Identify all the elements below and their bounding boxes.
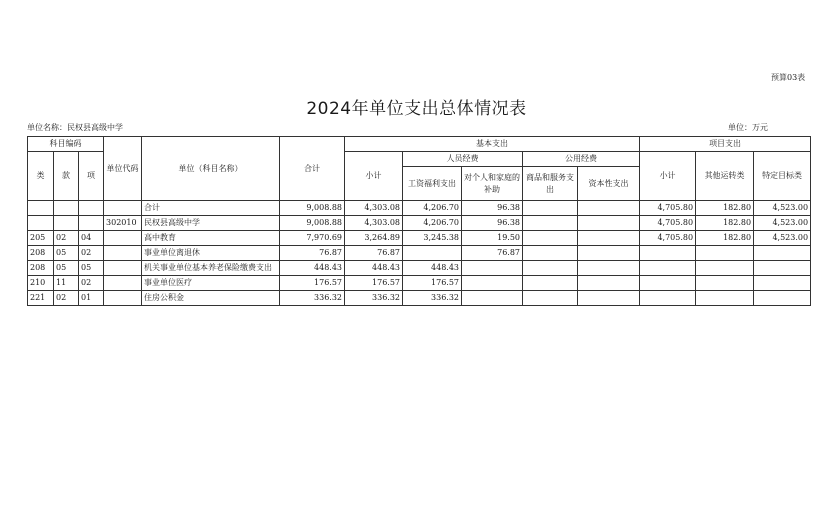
header-basic-subtotal: 小计 — [345, 152, 403, 201]
cell-unit-name: 机关事业单位基本养老保险缴费支出 — [142, 261, 280, 276]
cell-family-subsidy: 19.50 — [462, 231, 523, 246]
cell-project-subtotal: 4,705.80 — [640, 216, 696, 231]
cell-project-subtotal — [640, 246, 696, 261]
cell-unit-name: 合计 — [142, 201, 280, 216]
cell-lei: 205 — [28, 231, 54, 246]
cell-goods-services — [523, 231, 578, 246]
cell-goods-services — [523, 291, 578, 306]
cell-unit-code — [104, 201, 142, 216]
cell-other-ops — [696, 276, 754, 291]
cell-lei — [28, 216, 54, 231]
cell-unit-name: 民权县高级中学 — [142, 216, 280, 231]
unit-label: 单位：万元 — [728, 123, 768, 132]
header-unit-code: 单位代码 — [104, 137, 142, 201]
table-row — [28, 291, 811, 306]
cell-project-subtotal — [640, 261, 696, 276]
cell-kuan — [54, 201, 79, 216]
header-lei: 类 — [28, 152, 54, 201]
org-label: 单位名称：民权县高级中学 — [27, 123, 123, 132]
cell-xiang: 04 — [79, 231, 104, 246]
cell-lei: 208 — [28, 246, 54, 261]
cell-capital — [578, 201, 640, 216]
cell-total: 336.32 — [280, 291, 345, 306]
cell-unit-name: 事业单位离退休 — [142, 246, 280, 261]
cell-basic-subtotal: 448.43 — [345, 261, 403, 276]
page-title: 2024年单位支出总体情况表 — [306, 99, 527, 119]
cell-xiang: 01 — [79, 291, 104, 306]
header-project-subtotal: 小计 — [640, 152, 696, 201]
cell-total: 9,008.88 — [280, 201, 345, 216]
header-xiang: 项 — [79, 152, 104, 201]
header-goods-services: 商品和服务支出 — [523, 167, 578, 201]
table-row — [28, 246, 811, 261]
cell-salary: 176.57 — [403, 276, 462, 291]
cell-goods-services — [523, 261, 578, 276]
header-other-ops: 其他运转类 — [696, 152, 754, 201]
cell-capital — [578, 246, 640, 261]
cell-capital — [578, 276, 640, 291]
cell-other-ops — [696, 246, 754, 261]
header-specific-goals: 特定目标类 — [754, 152, 811, 201]
cell-family-subsidy: 96.38 — [462, 216, 523, 231]
header-unit-name: 单位（科目名称） — [142, 137, 280, 201]
cell-unit-code — [104, 246, 142, 261]
cell-specific-goals — [754, 261, 811, 276]
cell-salary: 3,245.38 — [403, 231, 462, 246]
cell-capital — [578, 216, 640, 231]
header-public-funds: 公用经费 — [523, 152, 640, 167]
cell-kuan: 02 — [54, 291, 79, 306]
cell-salary — [403, 246, 462, 261]
cell-goods-services — [523, 276, 578, 291]
cell-lei: 208 — [28, 261, 54, 276]
header-kuan: 款 — [54, 152, 79, 201]
cell-salary: 448.43 — [403, 261, 462, 276]
cell-other-ops — [696, 261, 754, 276]
cell-xiang — [79, 216, 104, 231]
cell-salary: 336.32 — [403, 291, 462, 306]
cell-basic-subtotal: 336.32 — [345, 291, 403, 306]
cell-project-subtotal — [640, 291, 696, 306]
cell-total: 176.57 — [280, 276, 345, 291]
cell-specific-goals: 4,523.00 — [754, 201, 811, 216]
cell-total: 448.43 — [280, 261, 345, 276]
cell-kuan: 05 — [54, 246, 79, 261]
cell-family-subsidy — [462, 276, 523, 291]
cell-other-ops: 182.80 — [696, 231, 754, 246]
header-salary: 工资福利支出 — [403, 167, 462, 201]
cell-basic-subtotal: 76.87 — [345, 246, 403, 261]
table-row — [28, 201, 811, 216]
cell-xiang: 05 — [79, 261, 104, 276]
cell-unit-code — [104, 291, 142, 306]
cell-project-subtotal: 4,705.80 — [640, 201, 696, 216]
cell-total: 76.87 — [280, 246, 345, 261]
cell-capital — [578, 291, 640, 306]
cell-family-subsidy: 76.87 — [462, 246, 523, 261]
cell-salary: 4,206.70 — [403, 201, 462, 216]
cell-salary: 4,206.70 — [403, 216, 462, 231]
cell-unit-name: 事业单位医疗 — [142, 276, 280, 291]
cell-goods-services — [523, 216, 578, 231]
table-row — [28, 216, 811, 231]
cell-unit-code — [104, 276, 142, 291]
table-row — [28, 231, 811, 246]
header-subject-code: 科目编码 — [28, 137, 104, 152]
cell-family-subsidy — [462, 261, 523, 276]
table-body — [28, 201, 811, 306]
cell-specific-goals — [754, 246, 811, 261]
cell-goods-services — [523, 201, 578, 216]
cell-goods-services — [523, 246, 578, 261]
cell-unit-code — [104, 261, 142, 276]
cell-project-subtotal: 4,705.80 — [640, 231, 696, 246]
header-personnel: 人员经费 — [403, 152, 523, 167]
cell-xiang: 02 — [79, 246, 104, 261]
header-project: 项目支出 — [640, 137, 811, 152]
cell-capital — [578, 231, 640, 246]
cell-unit-code: 302010 — [104, 216, 142, 231]
table-row — [28, 261, 811, 276]
cell-other-ops: 182.80 — [696, 216, 754, 231]
cell-lei: 210 — [28, 276, 54, 291]
header-family-subsidy: 对个人和家庭的补助 — [462, 167, 523, 201]
cell-basic-subtotal: 4,303.08 — [345, 216, 403, 231]
cell-specific-goals: 4,523.00 — [754, 231, 811, 246]
expenditure-table — [27, 136, 811, 306]
doc-code: 预算03表 — [771, 73, 806, 82]
cell-basic-subtotal: 176.57 — [345, 276, 403, 291]
cell-unit-code — [104, 231, 142, 246]
cell-total: 9,008.88 — [280, 216, 345, 231]
cell-capital — [578, 261, 640, 276]
header-total: 合计 — [280, 137, 345, 201]
cell-kuan — [54, 216, 79, 231]
cell-kuan: 05 — [54, 261, 79, 276]
cell-total: 7,970.69 — [280, 231, 345, 246]
cell-unit-name: 高中教育 — [142, 231, 280, 246]
cell-specific-goals — [754, 291, 811, 306]
cell-basic-subtotal: 4,303.08 — [345, 201, 403, 216]
header-capital: 资本性支出 — [578, 167, 640, 201]
cell-other-ops — [696, 291, 754, 306]
table-row — [28, 276, 811, 291]
cell-specific-goals: 4,523.00 — [754, 216, 811, 231]
cell-family-subsidy — [462, 291, 523, 306]
cell-kuan: 02 — [54, 231, 79, 246]
cell-lei — [28, 201, 54, 216]
cell-xiang: 02 — [79, 276, 104, 291]
cell-lei: 221 — [28, 291, 54, 306]
cell-family-subsidy: 96.38 — [462, 201, 523, 216]
header-basic: 基本支出 — [345, 137, 640, 152]
cell-project-subtotal — [640, 276, 696, 291]
cell-other-ops: 182.80 — [696, 201, 754, 216]
cell-xiang — [79, 201, 104, 216]
cell-specific-goals — [754, 276, 811, 291]
cell-unit-name: 住房公积金 — [142, 291, 280, 306]
cell-basic-subtotal: 3,264.89 — [345, 231, 403, 246]
cell-kuan: 11 — [54, 276, 79, 291]
